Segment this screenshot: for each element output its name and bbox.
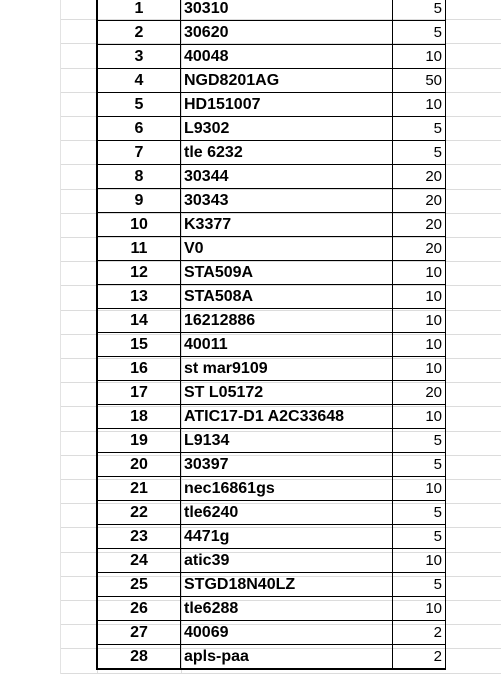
row-number-cell[interactable]: 18 xyxy=(97,405,181,429)
part-number-cell[interactable]: 40011 xyxy=(181,333,393,357)
quantity-cell[interactable]: 20 xyxy=(393,213,446,237)
quantity-cell[interactable]: 10 xyxy=(393,597,446,621)
quantity-cell[interactable]: 10 xyxy=(393,285,446,309)
table-row xyxy=(97,549,446,573)
sheet-left-margin xyxy=(0,0,61,674)
table-row xyxy=(97,333,446,357)
table-row xyxy=(97,453,446,477)
quantity-cell[interactable]: 10 xyxy=(393,93,446,117)
part-number-cell[interactable]: nec16861gs xyxy=(181,477,393,501)
row-number-cell[interactable]: 11 xyxy=(97,237,181,261)
part-number-cell[interactable]: 30343 xyxy=(181,189,393,213)
part-number-cell[interactable]: V0 xyxy=(181,237,393,261)
quantity-cell[interactable]: 5 xyxy=(393,453,446,477)
quantity-cell[interactable]: 5 xyxy=(393,117,446,141)
quantity-cell[interactable]: 20 xyxy=(393,189,446,213)
row-number-cell[interactable]: 13 xyxy=(97,285,181,309)
row-number-cell[interactable]: 3 xyxy=(97,45,181,69)
quantity-cell[interactable]: 10 xyxy=(393,309,446,333)
row-number-cell[interactable]: 23 xyxy=(97,525,181,549)
quantity-cell[interactable]: 2 xyxy=(393,645,446,670)
parts-table-body xyxy=(97,0,446,669)
part-number-cell[interactable]: HD151007 xyxy=(181,93,393,117)
table-row xyxy=(97,141,446,165)
part-number-cell[interactable]: tle6240 xyxy=(181,501,393,525)
part-number-cell[interactable]: tle 6232 xyxy=(181,141,393,165)
part-number-cell[interactable]: 30620 xyxy=(181,21,393,45)
table-row xyxy=(97,621,446,645)
quantity-cell[interactable]: 5 xyxy=(393,21,446,45)
quantity-cell[interactable]: 10 xyxy=(393,405,446,429)
table-row xyxy=(97,645,446,670)
table-row xyxy=(97,501,446,525)
part-number-cell[interactable]: 40069 xyxy=(181,621,393,645)
row-number-cell[interactable]: 28 xyxy=(97,645,181,670)
part-number-cell[interactable]: st mar9109 xyxy=(181,357,393,381)
quantity-cell[interactable]: 5 xyxy=(393,525,446,549)
quantity-cell[interactable]: 10 xyxy=(393,477,446,501)
table-row xyxy=(97,165,446,189)
table-row xyxy=(97,0,446,21)
part-number-cell[interactable]: K3377 xyxy=(181,213,393,237)
part-number-cell[interactable]: STA509A xyxy=(181,261,393,285)
parts-table xyxy=(96,0,446,670)
table-row xyxy=(97,237,446,261)
part-number-cell[interactable]: tle6288 xyxy=(181,597,393,621)
quantity-cell[interactable]: 20 xyxy=(393,381,446,405)
part-number-cell[interactable]: ATIC17-D1 A2C33648 xyxy=(181,405,393,429)
quantity-cell[interactable]: 5 xyxy=(393,573,446,597)
table-row xyxy=(97,357,446,381)
quantity-cell[interactable]: 2 xyxy=(393,621,446,645)
row-number-cell[interactable]: 25 xyxy=(97,573,181,597)
row-number-cell[interactable]: 2 xyxy=(97,21,181,45)
row-number-cell[interactable]: 19 xyxy=(97,429,181,453)
table-row xyxy=(97,405,446,429)
part-number-cell[interactable]: NGD8201AG xyxy=(181,69,393,93)
row-number-cell[interactable]: 26 xyxy=(97,597,181,621)
row-number-cell[interactable]: 17 xyxy=(97,381,181,405)
quantity-cell[interactable]: 50 xyxy=(393,69,446,93)
quantity-cell[interactable]: 10 xyxy=(393,45,446,69)
row-number-cell[interactable]: 21 xyxy=(97,477,181,501)
part-number-cell[interactable]: 30310 xyxy=(181,0,393,21)
table-row xyxy=(97,189,446,213)
quantity-cell[interactable]: 10 xyxy=(393,549,446,573)
row-number-cell[interactable]: 12 xyxy=(97,261,181,285)
part-number-cell[interactable]: STA508A xyxy=(181,285,393,309)
quantity-cell[interactable]: 10 xyxy=(393,333,446,357)
part-number-cell[interactable]: atic39 xyxy=(181,549,393,573)
table-row xyxy=(97,69,446,93)
row-number-cell[interactable]: 4 xyxy=(97,69,181,93)
quantity-cell[interactable]: 10 xyxy=(393,261,446,285)
row-number-cell[interactable]: 8 xyxy=(97,165,181,189)
row-number-cell[interactable]: 24 xyxy=(97,549,181,573)
row-number-cell[interactable]: 9 xyxy=(97,189,181,213)
row-number-cell[interactable]: 16 xyxy=(97,357,181,381)
table-row xyxy=(97,117,446,141)
table-row xyxy=(97,261,446,285)
row-number-cell[interactable]: 22 xyxy=(97,501,181,525)
part-number-cell[interactable]: 30397 xyxy=(181,453,393,477)
quantity-cell[interactable]: 20 xyxy=(393,237,446,261)
table-row xyxy=(97,525,446,549)
part-number-cell[interactable]: 40048 xyxy=(181,45,393,69)
row-number-cell[interactable]: 1 xyxy=(97,0,181,21)
table-row xyxy=(97,381,446,405)
table-row xyxy=(97,477,446,501)
part-number-cell[interactable]: L9134 xyxy=(181,429,393,453)
table-row xyxy=(97,597,446,621)
table-row xyxy=(97,213,446,237)
row-number-cell[interactable]: 20 xyxy=(97,453,181,477)
quantity-cell[interactable]: 5 xyxy=(393,501,446,525)
part-number-cell[interactable]: L9302 xyxy=(181,117,393,141)
quantity-cell[interactable]: 20 xyxy=(393,165,446,189)
quantity-cell[interactable]: 5 xyxy=(393,0,446,21)
row-number-cell[interactable]: 15 xyxy=(97,333,181,357)
quantity-cell[interactable]: 5 xyxy=(393,429,446,453)
quantity-cell[interactable]: 5 xyxy=(393,141,446,165)
table-row xyxy=(97,45,446,69)
row-number-cell[interactable]: 10 xyxy=(97,213,181,237)
part-number-cell[interactable]: 4471g xyxy=(181,525,393,549)
table-row xyxy=(97,573,446,597)
row-number-cell[interactable]: 27 xyxy=(97,621,181,645)
row-number-cell[interactable]: 14 xyxy=(97,309,181,333)
row-number-cell[interactable]: 7 xyxy=(97,141,181,165)
part-number-cell[interactable]: apls-paa xyxy=(181,645,393,670)
table-row xyxy=(97,21,446,45)
part-number-cell[interactable]: STGD18N40LZ xyxy=(181,573,393,597)
table-row xyxy=(97,309,446,333)
table-row xyxy=(97,93,446,117)
row-number-cell[interactable]: 5 xyxy=(97,93,181,117)
part-number-cell[interactable]: ST L05172 xyxy=(181,381,393,405)
quantity-cell[interactable]: 10 xyxy=(393,357,446,381)
table-row xyxy=(97,429,446,453)
row-number-cell[interactable]: 6 xyxy=(97,117,181,141)
part-number-cell[interactable]: 16212886 xyxy=(181,309,393,333)
table-row xyxy=(97,285,446,309)
part-number-cell[interactable]: 30344 xyxy=(181,165,393,189)
